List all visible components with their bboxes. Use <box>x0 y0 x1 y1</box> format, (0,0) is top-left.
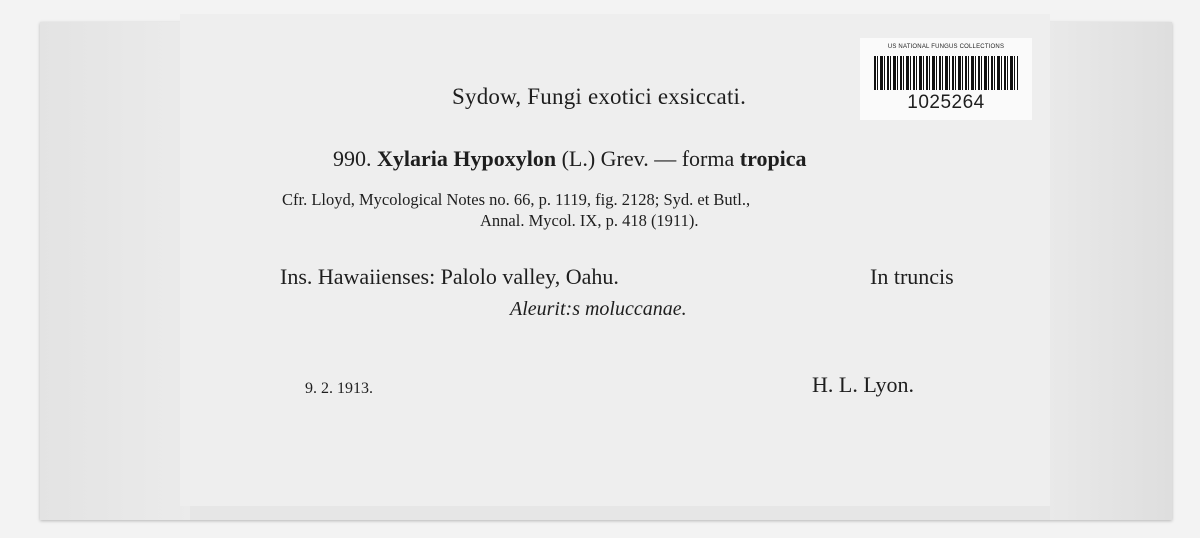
locality: Ins. Hawaiienses: Palolo valley, Oahu. <box>280 264 619 289</box>
collector: H. L. Lyon. <box>812 372 915 397</box>
reference-line-2: Annal. Mycol. IX, p. 418 (1911). <box>480 211 699 230</box>
barcode-label <box>860 38 1032 120</box>
series-title: Sydow, Fungi exotici exsiccati. <box>452 84 747 109</box>
collection-date: 9. 2. 1913. <box>305 380 373 397</box>
barcode-title: US NATIONAL FUNGUS COLLECTIONS <box>887 44 1005 50</box>
species-forma-word: forma <box>681 146 735 171</box>
barcode-number: 1025264 <box>907 92 985 113</box>
species-authority: (L.) Grev. — <box>561 146 677 171</box>
sheet-left-edge <box>40 22 190 520</box>
sheet-right-edge <box>1050 22 1172 520</box>
species-line <box>333 146 807 172</box>
reference-line-1: Cfr. Lloyd, Mycological Notes no. 66, p. 1119, fig. 2128; Syd. et Butl., <box>282 190 751 209</box>
barcode-bars <box>874 56 1018 90</box>
species-name: Xylaria Hypoxylon <box>377 146 557 171</box>
species-number: 990. <box>333 146 372 171</box>
species-forma: tropica <box>739 146 807 171</box>
habitat-line-1: In truncis <box>870 264 954 289</box>
habitat-line-2: Aleurit:s moluccanae. <box>510 298 687 320</box>
